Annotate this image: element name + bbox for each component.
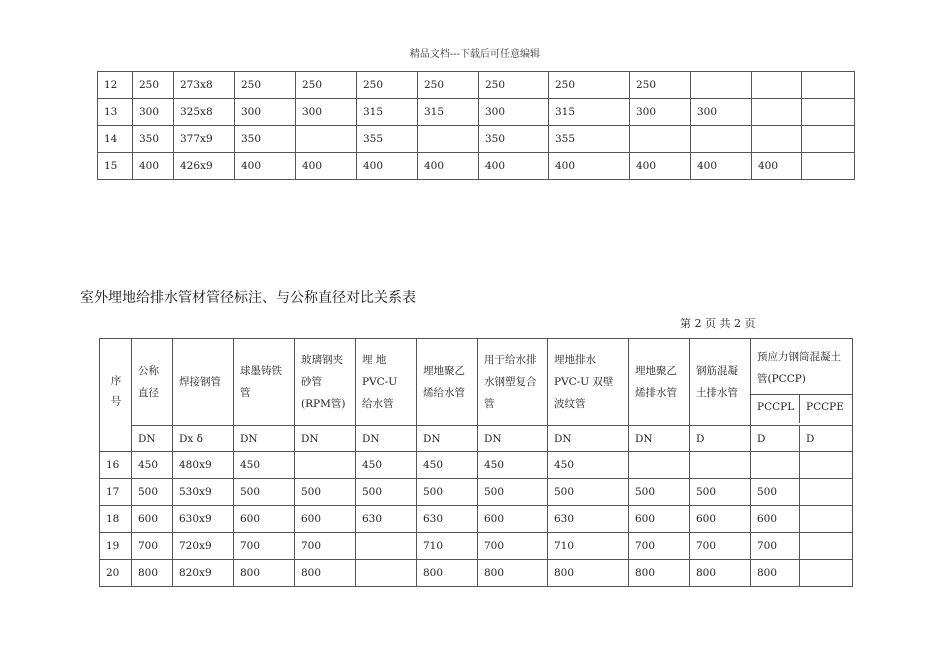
table-cell: 273x8 bbox=[174, 72, 235, 99]
table-cell bbox=[800, 452, 853, 479]
table-cell: 400 bbox=[691, 153, 752, 180]
table-cell bbox=[802, 153, 855, 180]
table-cell: 300 bbox=[235, 99, 296, 126]
table-cell: 400 bbox=[549, 153, 630, 180]
table-unit-row bbox=[100, 426, 853, 452]
table-cell: 450 bbox=[548, 452, 629, 479]
table-cell: 315 bbox=[357, 99, 418, 126]
table-cell bbox=[691, 72, 752, 99]
table-cell: 12 bbox=[98, 72, 133, 99]
table-cell bbox=[629, 452, 690, 479]
table-cell: 500 bbox=[234, 479, 295, 506]
header-pe-drain: 埋地聚乙烯排水管 bbox=[629, 339, 690, 426]
unit-cell: DN bbox=[548, 426, 629, 452]
header-nominal: 公称直径 bbox=[132, 339, 173, 426]
unit-cell: DN bbox=[478, 426, 548, 452]
table-cell bbox=[356, 560, 417, 587]
table-cell: 630x9 bbox=[173, 506, 234, 533]
table-cell: 315 bbox=[549, 99, 630, 126]
table-cell: 700 bbox=[690, 533, 751, 560]
table-cell: 300 bbox=[691, 99, 752, 126]
table-cell: 400 bbox=[133, 153, 174, 180]
table-cell: 600 bbox=[751, 506, 800, 533]
table-cell bbox=[690, 452, 751, 479]
table-cell: 250 bbox=[479, 72, 549, 99]
pipe-table-continued bbox=[97, 71, 855, 180]
table-cell: 14 bbox=[98, 126, 133, 153]
table-cell bbox=[800, 533, 853, 560]
header-pe-supply: 埋地聚乙烯给水管 bbox=[417, 339, 478, 426]
table-cell: 16 bbox=[100, 452, 132, 479]
table-cell: 400 bbox=[235, 153, 296, 180]
table-cell: 500 bbox=[690, 479, 751, 506]
unit-cell: DN bbox=[295, 426, 356, 452]
table-cell: 250 bbox=[296, 72, 357, 99]
section-title: 室外埋地给排水管材管径标注、与公称直径对比关系表 bbox=[80, 290, 416, 306]
table-cell: 250 bbox=[133, 72, 174, 99]
table-cell: 426x9 bbox=[174, 153, 235, 180]
table-cell: 710 bbox=[548, 533, 629, 560]
table-cell bbox=[418, 126, 479, 153]
table-row bbox=[98, 126, 855, 153]
header-welded: 焊接钢管 bbox=[173, 339, 234, 426]
table-row bbox=[100, 560, 853, 587]
table-cell: 800 bbox=[548, 560, 629, 587]
table-cell bbox=[691, 126, 752, 153]
table-cell: 300 bbox=[296, 99, 357, 126]
table-cell: 700 bbox=[234, 533, 295, 560]
table-cell bbox=[800, 506, 853, 533]
table-cell: 250 bbox=[549, 72, 630, 99]
unit-cell: DN bbox=[132, 426, 173, 452]
table-cell: 700 bbox=[478, 533, 548, 560]
table-row bbox=[100, 533, 853, 560]
table-cell bbox=[802, 72, 855, 99]
table-cell bbox=[800, 479, 853, 506]
table-cell bbox=[630, 126, 691, 153]
table-cell: 400 bbox=[630, 153, 691, 180]
unit-cell: DN bbox=[417, 426, 478, 452]
table-row bbox=[100, 479, 853, 506]
unit-cell: D bbox=[690, 426, 751, 452]
unit-cell: D bbox=[751, 426, 800, 452]
table-cell: 300 bbox=[630, 99, 691, 126]
table-cell: 250 bbox=[357, 72, 418, 99]
table-row bbox=[98, 72, 855, 99]
pipe-diameter-table bbox=[99, 338, 853, 587]
page-info: 第 2 页 共 2 页 bbox=[680, 317, 756, 330]
table-row bbox=[98, 99, 855, 126]
unit-cell: DN bbox=[356, 426, 417, 452]
table-cell bbox=[752, 99, 802, 126]
table-cell: 630 bbox=[356, 506, 417, 533]
header-pccp: 预应力钢筒混凝土管(PCCP) bbox=[751, 342, 852, 395]
table-cell: 820x9 bbox=[173, 560, 234, 587]
table-cell: 800 bbox=[690, 560, 751, 587]
table-cell: 450 bbox=[132, 452, 173, 479]
table-cell: 450 bbox=[356, 452, 417, 479]
header-pccpe: PCCPE bbox=[806, 400, 844, 413]
table-cell: 350 bbox=[235, 126, 296, 153]
table-cell: 600 bbox=[295, 506, 356, 533]
table-cell: 600 bbox=[629, 506, 690, 533]
header-pvcu-supply: 埋 地 PVC-U 给水管 bbox=[356, 339, 417, 426]
header-ductile: 球墨铸铁管 bbox=[234, 339, 295, 426]
table-cell: 800 bbox=[234, 560, 295, 587]
table-cell: 325x8 bbox=[174, 99, 235, 126]
table-cell: 350 bbox=[479, 126, 549, 153]
table-cell: 800 bbox=[295, 560, 356, 587]
table-cell: 800 bbox=[132, 560, 173, 587]
table-cell bbox=[752, 72, 802, 99]
unit-cell: DN bbox=[234, 426, 295, 452]
table-cell: 18 bbox=[100, 506, 132, 533]
table-cell: 500 bbox=[478, 479, 548, 506]
table-row bbox=[100, 452, 853, 479]
header-pccp-group bbox=[751, 339, 853, 426]
table-row bbox=[98, 153, 855, 180]
table-cell: 300 bbox=[133, 99, 174, 126]
table-cell: 250 bbox=[235, 72, 296, 99]
table-cell: 700 bbox=[132, 533, 173, 560]
unit-cell: DN bbox=[629, 426, 690, 452]
table-cell: 600 bbox=[690, 506, 751, 533]
table-cell: 355 bbox=[357, 126, 418, 153]
table-row bbox=[100, 506, 853, 533]
unit-cell: D bbox=[800, 426, 853, 452]
pipe-diameter-table-body bbox=[100, 339, 853, 587]
header-steel-plastic: 用于给水排水钢塑复合管 bbox=[478, 339, 548, 426]
table-cell: 630 bbox=[548, 506, 629, 533]
table-cell bbox=[356, 533, 417, 560]
table-cell bbox=[296, 126, 357, 153]
table-cell: 720x9 bbox=[173, 533, 234, 560]
table-cell: 800 bbox=[417, 560, 478, 587]
table-cell: 13 bbox=[98, 99, 133, 126]
table-cell: 450 bbox=[234, 452, 295, 479]
table-cell: 500 bbox=[548, 479, 629, 506]
header-seq: 序号 bbox=[100, 339, 132, 452]
header-rcp: 钢筋混凝土排水管 bbox=[690, 339, 751, 426]
table-cell: 500 bbox=[417, 479, 478, 506]
table-cell bbox=[752, 126, 802, 153]
table-cell: 710 bbox=[417, 533, 478, 560]
table-cell bbox=[802, 126, 855, 153]
table-cell: 300 bbox=[479, 99, 549, 126]
table-cell: 17 bbox=[100, 479, 132, 506]
unit-cell: Dx δ bbox=[173, 426, 234, 452]
table-cell: 700 bbox=[295, 533, 356, 560]
page-header: 精品文档---下载后可任意编辑 bbox=[409, 49, 541, 60]
table-cell: 500 bbox=[295, 479, 356, 506]
table-cell: 250 bbox=[418, 72, 479, 99]
table-cell bbox=[751, 452, 800, 479]
table-cell: 400 bbox=[296, 153, 357, 180]
table-cell: 800 bbox=[629, 560, 690, 587]
table-cell bbox=[800, 560, 853, 587]
table-cell: 530x9 bbox=[173, 479, 234, 506]
header-pccpl: PCCPL bbox=[751, 395, 800, 423]
table-header-row bbox=[100, 339, 853, 426]
table-cell: 450 bbox=[417, 452, 478, 479]
table-cell: 315 bbox=[418, 99, 479, 126]
table-cell: 600 bbox=[478, 506, 548, 533]
table-cell: 600 bbox=[234, 506, 295, 533]
table-cell: 480x9 bbox=[173, 452, 234, 479]
table-cell: 450 bbox=[478, 452, 548, 479]
table-cell: 400 bbox=[418, 153, 479, 180]
table-cell: 19 bbox=[100, 533, 132, 560]
table-cell: 400 bbox=[752, 153, 802, 180]
table-cell: 600 bbox=[132, 506, 173, 533]
header-frp: 玻璃钢夹砂管(RPM管) bbox=[295, 339, 356, 426]
table-cell: 500 bbox=[751, 479, 800, 506]
table-cell: 350 bbox=[133, 126, 174, 153]
table-cell: 630 bbox=[417, 506, 478, 533]
table-cell: 700 bbox=[751, 533, 800, 560]
table-cell: 377x9 bbox=[174, 126, 235, 153]
table-cell: 500 bbox=[629, 479, 690, 506]
table-cell: 250 bbox=[630, 72, 691, 99]
table-cell: 800 bbox=[478, 560, 548, 587]
table-cell bbox=[802, 99, 855, 126]
table-cell: 500 bbox=[132, 479, 173, 506]
table-cell: 700 bbox=[629, 533, 690, 560]
table-cell: 400 bbox=[479, 153, 549, 180]
table-cell: 500 bbox=[356, 479, 417, 506]
table-cell: 15 bbox=[98, 153, 133, 180]
table-cell bbox=[295, 452, 356, 479]
table-cell: 400 bbox=[357, 153, 418, 180]
table-cell: 20 bbox=[100, 560, 132, 587]
pipe-table-continued-body bbox=[98, 72, 855, 180]
header-pvcu-drain: 埋地排水PVC-U 双壁波纹管 bbox=[548, 339, 629, 426]
table-cell: 355 bbox=[549, 126, 630, 153]
table-cell: 800 bbox=[751, 560, 800, 587]
